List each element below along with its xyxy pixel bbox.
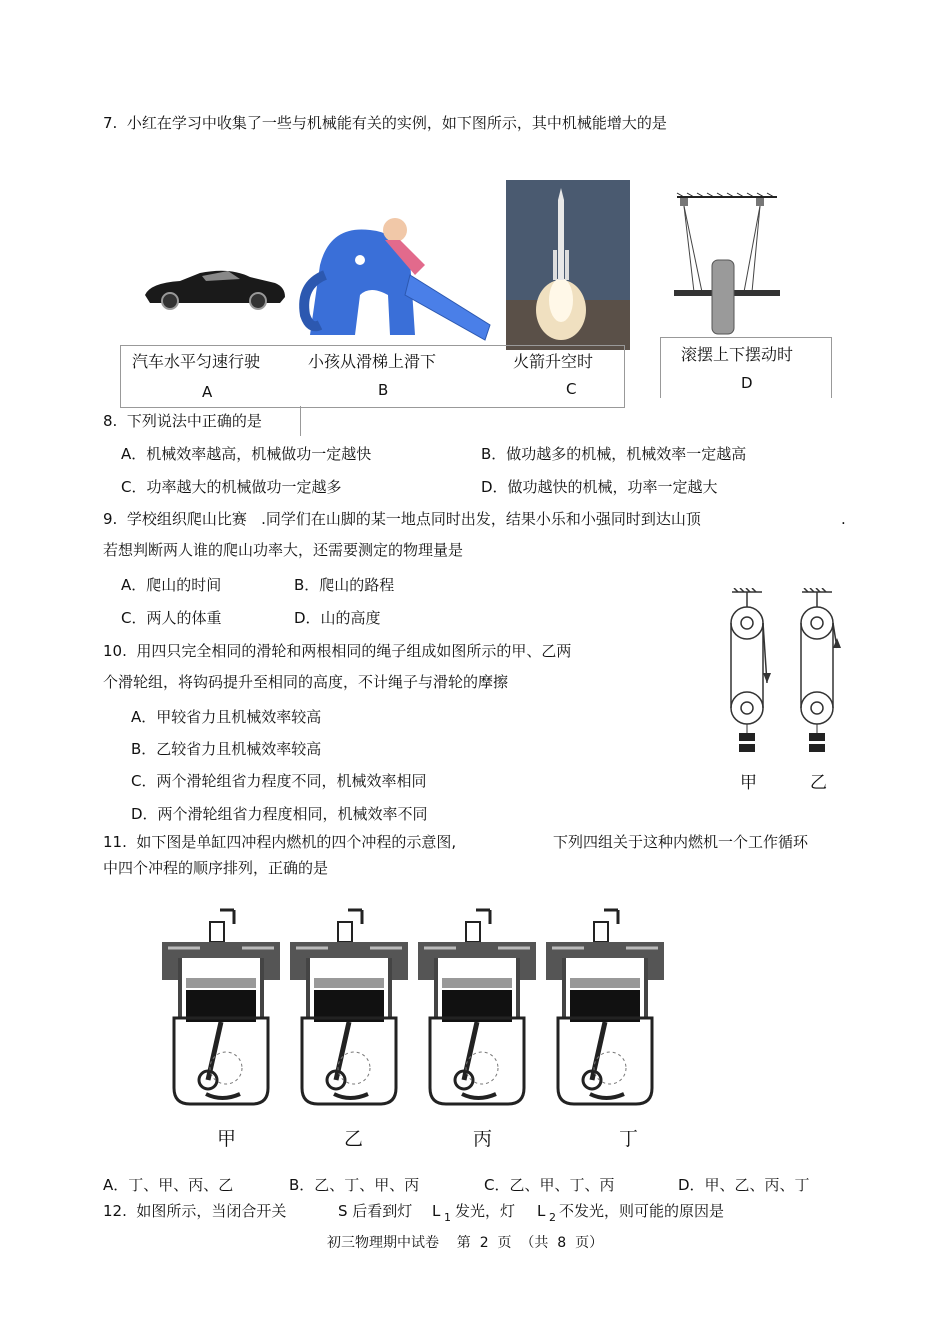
- caption-rocket: 火箭升空时: [513, 352, 594, 371]
- q8-option-a: A．机械效率越高，机械做功一定越快: [121, 445, 372, 463]
- q12-part6: 不发光，则可能的原因是: [559, 1202, 725, 1220]
- q11-line1b: 下列四组关于这种内燃机一个工作循环: [553, 833, 809, 851]
- q7-caption-box-connector: [300, 406, 301, 436]
- engine-label-ding: 丁: [619, 1128, 639, 1150]
- caption-slide: 小孩从滑梯上滑下: [308, 352, 437, 371]
- q10-option-d: D．两个滑轮组省力程度相同，机械效率不同: [131, 805, 428, 823]
- q7-text: 7. 小红在学习中收集了一些与机械能有关的实例，如下图所示，其中机械能增大的是: [103, 114, 667, 132]
- q11-option-d: D．甲、乙、丙、丁: [678, 1176, 810, 1194]
- q9-option-a: A．爬山的时间: [121, 576, 222, 594]
- car-image: [140, 265, 290, 315]
- rocket-image: [506, 180, 630, 350]
- pulley-label-yi: 乙: [810, 773, 827, 793]
- q12-part1: 12. 如图所示，当闭合开关: [103, 1202, 287, 1220]
- maxwell-wheel-image: [672, 192, 782, 337]
- q9-option-d: D．山的高度: [294, 609, 381, 627]
- q8-option-b: B．做功越多的机械，机械效率一定越高: [481, 445, 747, 463]
- q10-line2: 个滑轮组，将钩码提升至相同的高度，不计绳子与滑轮的摩擦: [103, 673, 509, 691]
- label-d: D: [741, 374, 753, 392]
- q10-option-a: A．甲较省力且机械效率较高: [131, 708, 322, 726]
- engine-label-jia: 甲: [217, 1128, 237, 1150]
- q9-option-c: C．两人的体重: [121, 609, 222, 627]
- q9-line2: 若想判断两人谁的爬山功率大，还需要测定的物理量是: [103, 541, 464, 559]
- q11-line2: 中四个冲程的顺序排列，正确的是: [103, 859, 329, 877]
- q9-line1-end: .: [841, 510, 846, 528]
- caption-wheel: 滚摆上下摆动时: [681, 345, 794, 364]
- q8-text: 8. 下列说法中正确的是: [103, 412, 262, 430]
- page-footer: 初三物理期中试卷 第 2 页 （共 8 页）: [327, 1235, 604, 1251]
- q10-option-c: C．两个滑轮组省力程度不同，机械效率相同: [131, 772, 427, 790]
- caption-car: 汽车水平匀速行驶: [132, 352, 261, 371]
- pulley-figure: [722, 588, 852, 793]
- q11-option-a: A．丁、甲、丙、乙: [103, 1176, 234, 1194]
- engine-label-bing: 丙: [473, 1128, 493, 1150]
- q10-line1: 10. 用四只完全相同的滑轮和两根相同的绳子组成如图所示的甲、乙两: [103, 642, 572, 660]
- q12-part2: S 后看到灯: [338, 1202, 413, 1220]
- q8-option-c: C．功率越大的机械做功一定越多: [121, 478, 342, 496]
- pulley-label-jia: 甲: [740, 773, 757, 793]
- q11-option-c: C．乙、甲、丁、丙: [484, 1176, 615, 1194]
- q12-lamp1-sub: 1: [444, 1211, 451, 1224]
- q12-part4: 发光，灯: [455, 1202, 516, 1220]
- q12-lamp2: L: [537, 1202, 546, 1220]
- q9-line1: 9. 学校组织爬山比赛 .同学们在山脚的某一地点同时出发，结果小乐和小强同时到达山顶: [103, 510, 701, 528]
- engine-label-yi: 乙: [344, 1128, 364, 1150]
- engine-figure: [160, 908, 680, 1108]
- label-b: B: [378, 381, 389, 399]
- q10-option-b: B．乙较省力且机械效率较高: [131, 740, 322, 758]
- q8-option-d: D．做功越快的机械，功率一定越大: [481, 478, 718, 496]
- q11-option-b: B．乙、丁、甲、丙: [289, 1176, 420, 1194]
- slide-image: [290, 205, 500, 345]
- q12-lamp1: L: [432, 1202, 441, 1220]
- q11-line1a: 11. 如下图是单缸四冲程内燃机的四个冲程的示意图,: [103, 833, 457, 851]
- q12-lamp2-sub: 2: [549, 1211, 556, 1224]
- label-a: A: [202, 383, 213, 401]
- label-c: C: [566, 380, 577, 398]
- q9-option-b: B．爬山的路程: [294, 576, 395, 594]
